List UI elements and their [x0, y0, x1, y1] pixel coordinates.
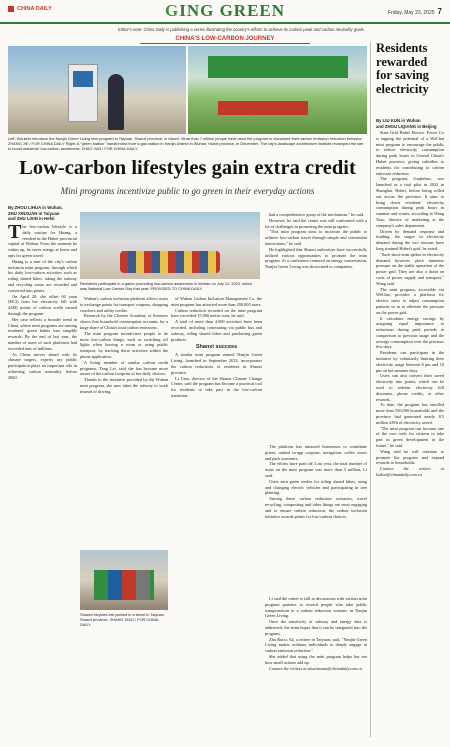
low-carbon-game-photo — [80, 212, 260, 279]
paragraph: A total of more than 4,000 activities have been recorded, including commuting via public bus and subway, riding shared bikes and purchasing green products. — [171, 319, 262, 342]
kiosk-photo — [8, 46, 186, 134]
sidebar-article — [376, 130, 444, 735]
paragraph: Li Lina, director of the Shanxi Climate Change Center, said the program has become a practical tool for residents to take part in the low-carbon transition. — [171, 375, 262, 398]
paragraph: Among these carbon reduction scenarios, travel recycling, composting and other things are most engaging and to ensure carbon reduction, the carbon inclusion initiative awards points for low-carbon choices. — [265, 496, 367, 519]
writer-contact: Contact the writers at zhuxinxuan@chinadaily.com.cn — [269, 665, 363, 671]
sidebar-divider — [370, 42, 371, 737]
paragraph: Wuhan's carbon inclusion platform allows users to exchange points for transport coupons, shopping vouchers and utility credits. — [80, 296, 168, 313]
paragraph: As China moves ahead with its climate targets, experts say public participation plays an important role in achieving carbon neutrality before 2060. — [8, 351, 77, 380]
page-info — [388, 7, 442, 16]
main-bylines — [8, 205, 78, 222]
page-number: 7 — [437, 7, 442, 16]
paragraph: Driven by demand response and funding, the surges in electricity demand during the two seasons have long strained Hubei's grid, he noted. — [376, 228, 444, 251]
dropcap: T — [8, 224, 22, 243]
paragraph: To date, the program has enrolled more than 550,000 households and the province had generated nearly 8.5 million kWh of electricity saved. — [376, 402, 444, 425]
article-column-5 — [265, 444, 367, 594]
paragraph: Her case reflects a broader trend in China, where mini programs are turning residents' green habits into tangible rewards. By the end of last year, the number of users of such platforms had exceeded tens of millions. — [8, 316, 77, 351]
editor-note: Editor's note: China Daily is publishing a series illustrating the country's efforts to achieve its carbon peak and carbon neutrality goals. — [118, 27, 365, 32]
paragraph: Users can also convert their saved electricity into points, which can be used to redeem electricity bill discounts, phone credits, or other rewards. — [376, 373, 444, 402]
kiosk-shape — [68, 64, 98, 122]
paragraph: He highlighted that Shanxi authorities have successfully utilized various opportunities to promote the mini program. At a conference centered on energy conservation, Nanjin Green Living was showcased to companies. — [265, 246, 367, 270]
sidebar-contact: Contact the writers at liukun@chinadaily.com.cn — [376, 466, 444, 478]
section-label — [8, 6, 52, 12]
subsection-heading: Shanxi success — [195, 344, 238, 351]
paragraph: The platform has attracted businesses to contribute prizes, ranked in-app coupons, navigation, coffee stores and park souvenirs. — [265, 444, 367, 461]
masthead — [0, 0, 450, 24]
mid-photo-caption: Residents participate in a game promoting low-carbon awareness in Wuhan on July 12, 2023, which was National Low Carbon Day that year. PROVIDED TO CHINA DAILY — [80, 281, 253, 291]
station-sign-shape — [208, 56, 348, 78]
paragraph: The low-carbon lifestyle is a daily routine for Huang, a resident in the Hubei provincial capital of Wuhan. From the moment he wakes up, he saves energy at home and opts for green travel. — [8, 224, 77, 258]
byline-line: By ZHOU LIHUA in Wuhan, — [8, 205, 63, 210]
article-column-2 — [80, 296, 168, 546]
byline-line: and ZHOU LIQIANG in Beijing — [376, 123, 437, 129]
section-square-icon — [8, 6, 14, 12]
paragraph: Wang said he will continue to promote the program and expand rewards to households. — [376, 448, 444, 466]
paragraph: Carbon reduction recorded on the mini program have exceeded 15,000 metric tons, he said. — [171, 307, 262, 319]
paragraph: "The mini program can become one of the core tools for citizens to take part in green development in the future," he said. — [376, 425, 444, 449]
paragraph: Research by the Chinese Academy of Sciences shows that household consumption accounts for a large share of China's total carbon emissions. — [80, 313, 168, 330]
sidebar-headline: Residents rewarded for saving electricity — [376, 41, 429, 96]
sidebar-bylines — [376, 118, 444, 129]
paragraph: of Wuhan Carbon Inclusion Management Co, the mini program has attracted more than 200,000 users. — [171, 296, 262, 307]
section-tag: CHINA'S LOW-CARBON JOURNEY — [140, 36, 310, 44]
top-photo-caption: Left: Workers introduce the Nanjin Green Living mini program in Taiyuan, Shanxi province, in March. More than 7 million people have used the program to document their carbon emission reduction behavior. ZHANG JIE / FOR CHINA DAILY Right: A "green station" transformed from a gas station in Hanjin District in Wuhan, Hubei province, in December. The city's landscape architecture institute revamped the site to boost residents' low-carbon awareness. ZHAO JUN / FOR CHINA DAILY — [8, 136, 364, 151]
station-bench-shape — [218, 101, 308, 115]
main-headline: Low-carbon lifestyles gain extra credit — [19, 157, 356, 179]
paragraph: A living member of similar carbon credit programs, Tang Lei, said she has become more aware of the carbon footprint of her daily choices. — [80, 359, 168, 377]
paragraph: The efforts have paid off. Last year, the total number of users on the mini program was more than 3 million, Li said. — [265, 461, 367, 478]
main-subhead: Mini programs incentivize public to go green in their everyday actions — [60, 186, 315, 196]
paragraph: On April 28, she offset 60 yuan ($8.3) from her electricity bill with 4,000 points of carbon credit earned through the program. — [8, 293, 77, 316]
byline-line: and ZHU LIXIN in Hefei — [8, 216, 55, 221]
top-photo-row — [8, 46, 367, 134]
green-station-photo — [188, 46, 367, 134]
low-photo-caption: Shared bicycles are parked in a street in Taiyuan, Shanxi province. ZHANG XIAO / FOR CHINA DAILY — [80, 612, 165, 627]
paragraph: Once the sensitivity of subway and energy data is addressed, the team hopes that it can be integrated into the program. — [265, 619, 367, 636]
paragraph: The mini program, accessible via WeChat, provides a platform for electric users to adjust consumption patterns so as to alleviate the pressure on the power grid. — [376, 286, 444, 315]
paragraph: She added that using the mini program helps her see how small actions add up. — [265, 653, 367, 665]
paragraph: A similar mini program named Nanjin Green Living, launched in September 2022, incorporates the carbon reductions of residents in Shanxi province. — [171, 352, 262, 375]
person-shape — [108, 74, 124, 130]
section-text: CHINA DAILY — [17, 6, 52, 12]
children-group-shape — [120, 251, 220, 273]
article-column-1 — [8, 224, 77, 734]
paragraph: The mini program incentivizes people to do more low-carbon things, such as switching off lights when leaving a room or using public transport, by tracking these activities within the phone application. — [80, 330, 168, 359]
issue-date: Friday, May 23, 2025 — [387, 10, 435, 16]
article-column-6 — [265, 596, 367, 736]
paragraph: However, he said the center was still confronted with a lot of challenges in promoting the mini program. — [265, 217, 367, 229]
paragraph: Users earn green credits for riding shared bikes, using and changing electric vehicles and participating in tree planting. — [265, 478, 367, 496]
paragraph: Thanks to the incentive provided by the Wuhan mini program, she now takes the subway to work instead of driving. — [80, 377, 168, 394]
paragraph: It calculates energy savings by assigning equal importance to reductions during peak periods in comparison to previous usage and the average consumption over the previous few days. — [376, 315, 444, 350]
paragraph: "Such short-term spikes in electricity demand, however, place immense pressure on the stable operation of the power grid. They are also a drain on costs of power supply and transport," Wang said. — [376, 251, 444, 286]
article-column-4 — [265, 212, 367, 442]
byline-line: By LIU KUN in Wuhan — [376, 118, 421, 123]
bicycles-shape — [94, 570, 154, 600]
shared-bicycles-photo — [80, 550, 168, 610]
paragraph: Zhu Ruixi, 62, a retiree in Taiyuan, said, "Nanjin Green Living makes ordinary individuals to deeply engage in carbon emission reduction." — [265, 636, 367, 654]
paragraph: The program, Guijinbao, was launched as a trial pilot in 2022 in Shanghai, Hubei, before being rolled out across the province. It aims to bring down residents' electricity consumption during peak hours in summer and winter, according to Wang Xiao, director of marketing at the company's sales department. — [376, 176, 444, 228]
paragraph: State Grid Hubei Electric Power Co is tapping the potential of a WeChat mini program to encourage the public to reduce electricity consumption during peak hours in Central China's Hubei province, giving subsidies to residents for contributing to carbon emission reduction. — [376, 130, 444, 176]
paragraph: "This mini program aims to motivate the public to achieve low-carbon travel through simple and convenient interactions," he said. — [265, 229, 367, 246]
paragraph: Huang is a user of the city's carbon inclusion mini program, through which his daily low-carbon activities such as riding shared bikes, taking the subway and recycling waste are recorded and converted into points. — [8, 258, 77, 293]
byline-line: ZHU XINXUAN in Taiyuan — [8, 210, 60, 216]
paragraph: Li said the center is still in discussions with various mini program partners to reward people who take public transportation to a carbon reduction scenario in Nanjin Green Living. — [265, 596, 367, 619]
article-column-3 — [171, 296, 262, 736]
paragraph: had a comprehensive grasp of the mechanism," he said. — [269, 212, 365, 217]
paragraph: Residents can participate in the initiative by voluntarily limiting their electricity usage between 8 pm and 10 pm on hot summer days. — [376, 350, 444, 373]
going-green-logo: GING GREEN — [164, 1, 286, 20]
